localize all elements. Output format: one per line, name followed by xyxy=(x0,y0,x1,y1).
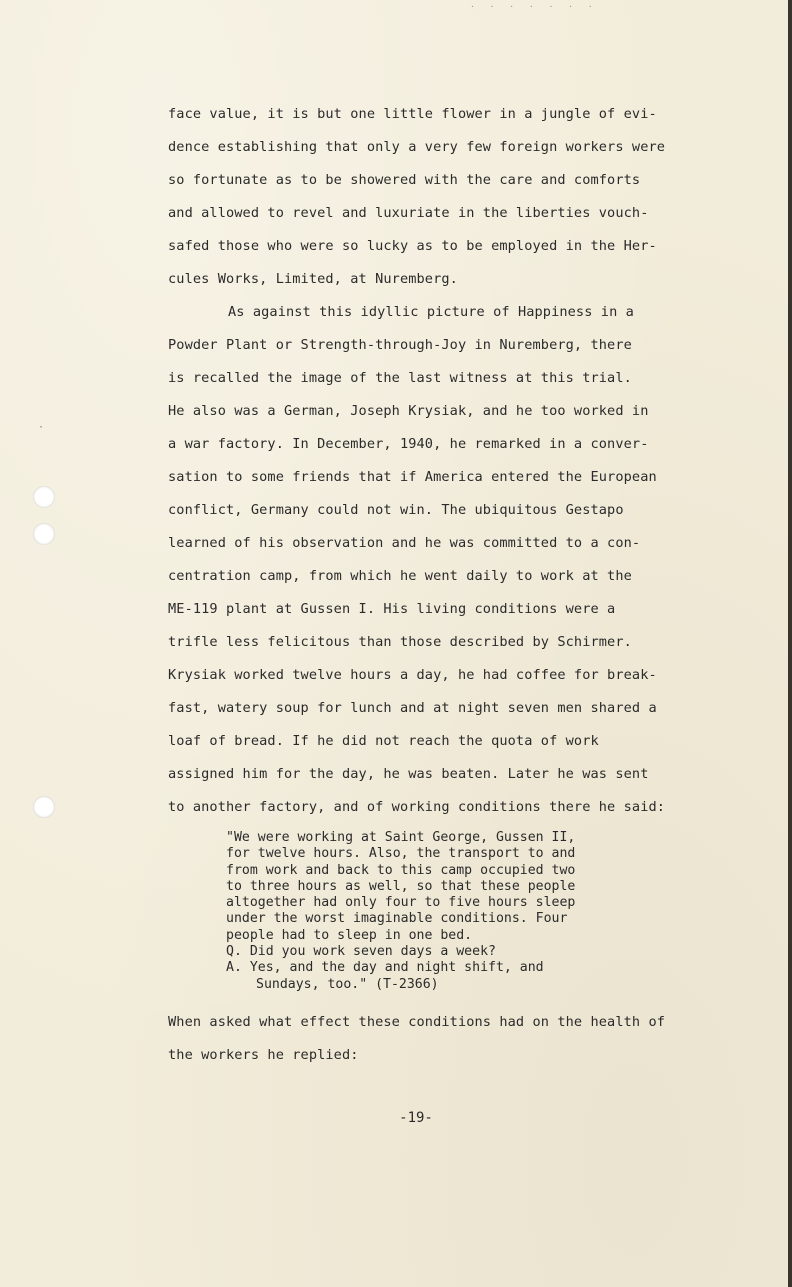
quote-line: altogether had only four to five hours sleep xyxy=(226,895,576,911)
text-line: cules Works, Limited, at Nuremberg. xyxy=(168,271,458,287)
text-line: safed those who were so lucky as to be employed in the Her- xyxy=(168,238,657,254)
text-line: ME-119 plant at Gussen I. His living conditions were a xyxy=(168,601,616,617)
text-line: a war factory. In December, 1940, he remarked in a conver- xyxy=(168,436,649,452)
punch-hole xyxy=(33,796,55,818)
quote-line: under the worst imaginable conditions. Four xyxy=(226,911,568,927)
text-line: He also was a German, Joseph Krysiak, and he too worked in xyxy=(168,403,649,419)
text-line: and allowed to revel and luxuriate in the liberties vouch- xyxy=(168,205,649,221)
punch-hole xyxy=(33,523,55,545)
text-line: learned of his observation and he was committed to a con- xyxy=(168,535,641,551)
quote-line: for twelve hours. Also, the transport to and xyxy=(226,846,576,862)
quote-line: Q. Did you work seven days a week? xyxy=(226,944,496,960)
text-line: When asked what effect these conditions had on the health of xyxy=(168,1014,666,1030)
text-line: is recalled the image of the last witness at this trial. xyxy=(168,370,632,386)
scan-artifact: · · · · · · · xyxy=(470,2,598,11)
quote-line: from work and back to this camp occupied two xyxy=(226,862,576,878)
quote-line: to three hours as well, so that these people xyxy=(226,878,576,894)
text-line: dence establishing that only a very few foreign workers were xyxy=(168,139,666,155)
page-number: -19- xyxy=(399,1110,433,1126)
text-line: trifle less felicitous than those described by Schirmer. xyxy=(168,634,632,650)
quote-line: people had to sleep in one bed. xyxy=(226,927,473,943)
quote-line: A. Yes, and the day and night shift, and xyxy=(226,960,544,976)
text-line: assigned him for the day, he was beaten. Later he was sent xyxy=(168,766,649,782)
paragraph-2 xyxy=(168,296,668,824)
text-line: Powder Plant or Strength-through-Joy in Nuremberg, there xyxy=(168,337,632,353)
text-line: to another factory, and of working conditions there he said: xyxy=(168,799,666,815)
text-line: so fortunate as to be showered with the care and comforts xyxy=(168,172,641,188)
scan-edge xyxy=(788,0,792,1287)
text-line: loaf of bread. If he did not reach the quota of work xyxy=(168,733,599,749)
testimony-quote xyxy=(226,830,626,993)
text-line: sation to some friends that if America entered the European xyxy=(168,469,657,485)
margin-mark: · xyxy=(38,422,45,433)
quote-line: "We were working at Saint George, Gussen II, xyxy=(226,830,576,845)
quote-line: Sundays, too." (T-2366) xyxy=(256,976,439,992)
paragraph-3 xyxy=(168,1006,668,1072)
text-line: face value, it is but one little flower in a jungle of evi- xyxy=(168,106,657,122)
text-line: centration camp, from which he went daily to work at the xyxy=(168,568,632,584)
paragraph-1 xyxy=(168,98,668,296)
text-line: As against this idyllic picture of Happiness in a xyxy=(228,304,634,320)
punch-hole xyxy=(33,486,55,508)
text-line: Krysiak worked twelve hours a day, he had coffee for break- xyxy=(168,667,657,683)
text-line: the workers he replied: xyxy=(168,1047,359,1063)
text-line: conflict, Germany could not win. The ubiquitous Gestapo xyxy=(168,502,624,518)
text-line: fast, watery soup for lunch and at night seven men shared a xyxy=(168,700,657,716)
